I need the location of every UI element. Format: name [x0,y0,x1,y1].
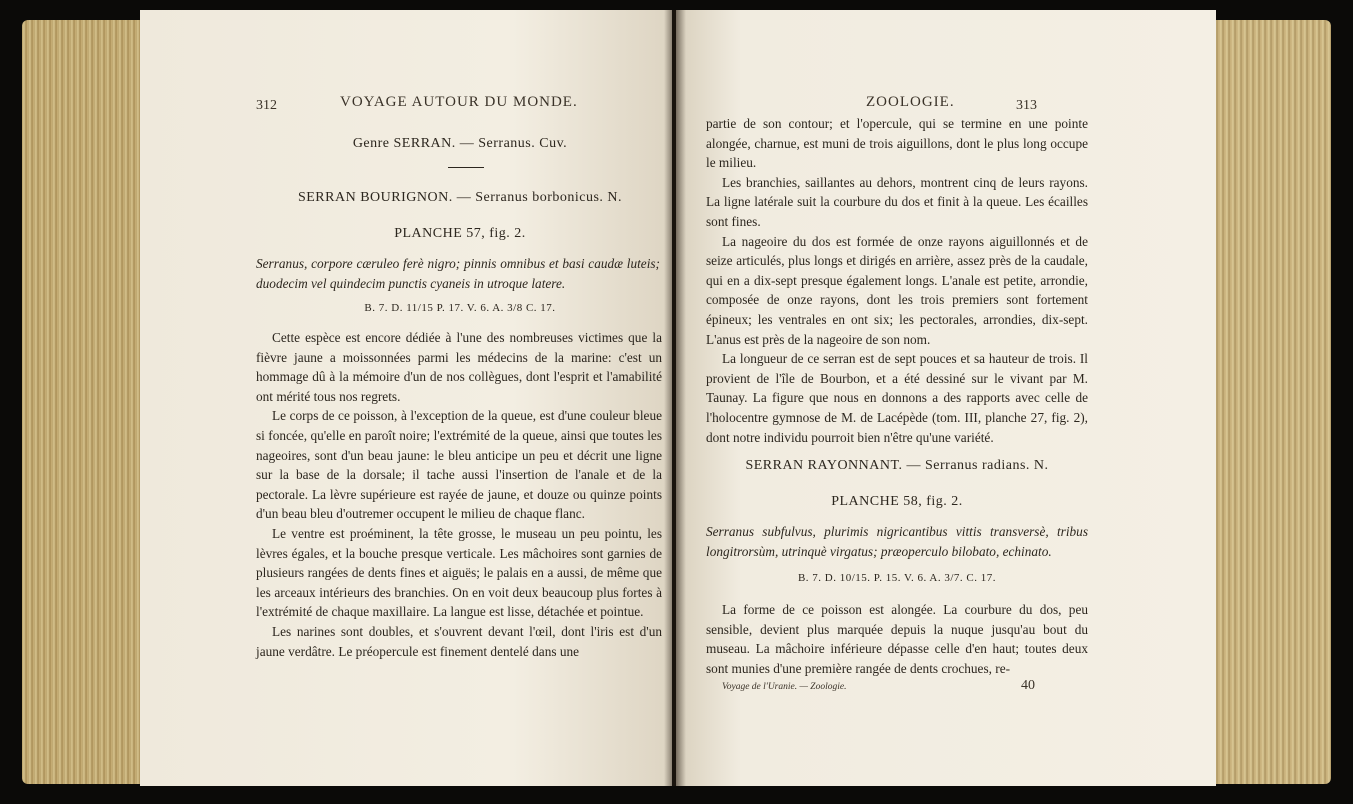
plate-reference: PLANCHE 58, fig. 2. [831,494,963,509]
paragraph: Le ventre est proéminent, la tête grosse, le museau un peu pointu, les lèvres égales, et la bouche presque verticale. Les mâchoires sont garnies de plusieurs rangées de dents fines et aiguës; le palais en a aussi, de même que les arceaux intérieurs des branchies. On en voit deux beaucoup plus fortes à l'extrémité de chaque maxillaire. La langue est lisse, détachée et pointue. [256,525,662,620]
paragraph: partie de son contour; et l'opercule, qui se termine en une pointe alongée, charnue, est muni de trois aiguillons, dont le plus long occupe le milieu. [706,116,1088,171]
fin-formula: B. 7. D. 11/15 P. 17. V. 6. A. 3/8 C. 17. [364,302,556,314]
body-text [256,328,662,661]
paragraph: La forme de ce poisson est alongée. La courbure du dos, peu sensible, devient plus marquée depuis la nuque jusqu'au bout du museau. La mâchoire inférieure dépasse celle d'en haut; toutes deux sont munies d'une première rangée de dents crochues, re- [706,602,1088,676]
plate-reference: PLANCHE 57, fig. 2. [394,226,526,241]
body-text-top [706,114,1088,447]
left-page [140,10,672,786]
paragraph: Cette espèce est encore dédiée à l'une des nombreuses victimes que la fièvre jaune a moissonnées parmi les médecins de la marine: c'est un hommage dû à la mémoire d'un de nos collègues, dont l'esprit et l'amabilité ont mérité tous nos regrets. [256,330,662,404]
species-heading: SERRAN RAYONNANT. — Serranus radians. N. [745,458,1049,473]
paragraph: La longueur de ce serran est de sept pouces et sa hauteur de trois. Il provient de l'île de Bourbon, et a été dessiné sur le vivant par M. Taunay. La figure que nous en donnons a des rapports avec celle de l'holocentre gymnose de M. de Lacépède (tom. III, planche 27, fig. 2), dont notre individu pourroit bien n'être qu'une variété. [706,351,1088,445]
page-number: 312 [256,98,277,113]
signature-mark: 40 [1021,678,1035,693]
right-page [676,10,1216,786]
paragraph: Le corps de ce poisson, à l'exception de la queue, est d'une couleur bleue si foncée, qu'elle en paroît noire; l'extrémité de la queue, ainsi que toutes les nageoires, sont d'un beau jaune: le bleu anticipe un peu et décrit une ligne sur la base de la dorsale; il tache aussi l'insertion de l'anale et de la pectorale. La lèvre supérieure est rayée de jaune, et douze ou quinze points d'un beau bleu d'outremer occupent le milieu de chaque flanc. [256,408,662,522]
page-number: 313 [1016,98,1037,113]
running-head: ZOOLOGIE. [866,94,955,110]
species-heading: SERRAN BOURIGNON. — Serranus borbonicus. N. [297,190,623,205]
latin-diagnosis: Serranus, corpore cæruleo ferè nigro; pinnis omnibus et basi caudæ luteis; duodecim vel quindecim punctis cyaneis in utroque latere. [256,256,660,291]
running-head: VOYAGE AUTOUR DU MONDE. [340,94,578,110]
fin-formula: B. 7. D. 10/15. P. 15. V. 6. A. 3/7. C. 17. [797,572,997,584]
divider [448,167,484,168]
footer-imprint: Voyage de l'Uranie. — Zoologie. [722,682,847,692]
paragraph: Les branchies, saillantes au dehors, montrent cinq de leurs rayons. La ligne latérale suit la courbure du dos et finit à la queue. Les écailles sont fines. [706,174,1088,229]
body-text-bottom [706,600,1088,678]
paragraph: Les narines sont doubles, et s'ouvrent devant l'œil, dont l'iris est d'un jaune verdâtre. Le préopercule est finement dentelé dans une [256,623,662,659]
latin-diagnosis: Serranus subfulvus, plurimis nigricantibus vittis transversè, tribus longitrorsùm, utrinquè virgatus; præoperculo bilobato, echinato. [706,524,1088,559]
page-edges-left [22,20,152,784]
page-edges-right [1201,20,1331,784]
book-gutter [664,10,686,786]
paragraph: La nageoire du dos est formée de onze rayons aiguillonnés et de seize articulés, plus longs et dirigés en arrière, assez près de la caudale, qui en a dix-sept presque également longs. L'anale est petite, arrondie, composée de onze rayons, dont les trois premiers sont fortement épineux; les ventrales en ont six; les pectorales, arrondies, dix-sept. L'anus est près de la nageoire de son nom. [706,233,1088,347]
genus-heading: Genre SERRAN. — Serranus. Cuv. [352,136,568,151]
